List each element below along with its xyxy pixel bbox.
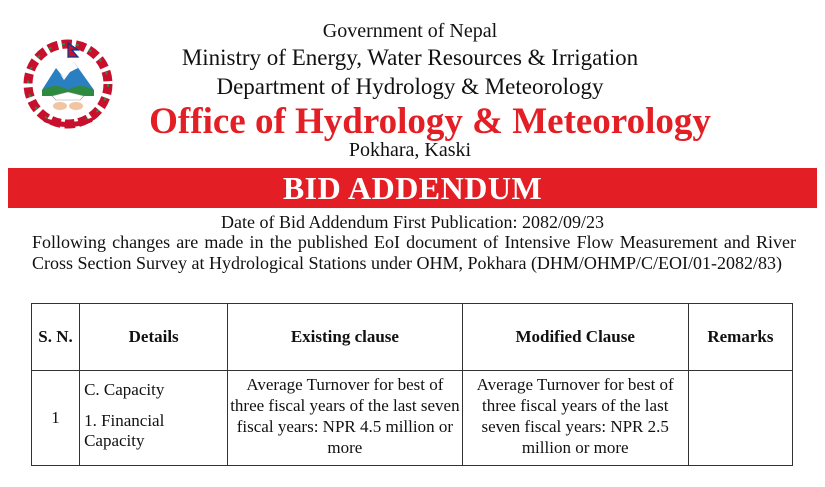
publication-date: Date of Bid Addendum First Publication: 2082/09/23 [221, 212, 604, 232]
ministry-name: Ministry of Energy, Water Resources & Irrigation [181, 45, 639, 70]
header-remarks: Remarks [688, 304, 792, 371]
header-sn: S. N. [32, 304, 80, 371]
government-name: Government of Nepal [322, 20, 498, 42]
cell-sn: 1 [32, 371, 80, 466]
office-name: Office of Hydrology & Meteorology [149, 101, 711, 142]
office-location: Pokhara, Kaski [348, 139, 472, 161]
header-existing-clause: Existing clause [228, 304, 462, 371]
cell-remarks [688, 371, 792, 466]
table-header-row [32, 304, 793, 371]
cell-existing-clause: Average Turnover for best of three fiscal years of the last seven fiscal years: NPR 4.5 million or more [228, 371, 462, 466]
header-modified-clause: Modified Clause [462, 304, 688, 371]
intro-paragraph: Following changes are made in the published EoI document of Intensive Flow Measurement and River Cross Section Survey at Hydrological Stations under OHM, Pokhara (DHM/OHMP/C/EOI/01-2082/83) [32, 232, 796, 273]
details-main: C. Capacity [84, 380, 165, 399]
details-sub: 1. Financial Capacity [84, 411, 165, 450]
bid-addendum-banner: BID ADDENDUM [8, 168, 817, 208]
cell-modified-clause: Average Turnover for best of three fiscal years of the last seven fiscal years: NPR 2.5 million or more [462, 371, 688, 466]
header-details: Details [80, 304, 228, 371]
cell-details [80, 371, 228, 466]
addendum-table [31, 303, 793, 466]
table-row [32, 371, 793, 466]
department-name: Department of Hydrology & Meteorology [216, 74, 604, 99]
